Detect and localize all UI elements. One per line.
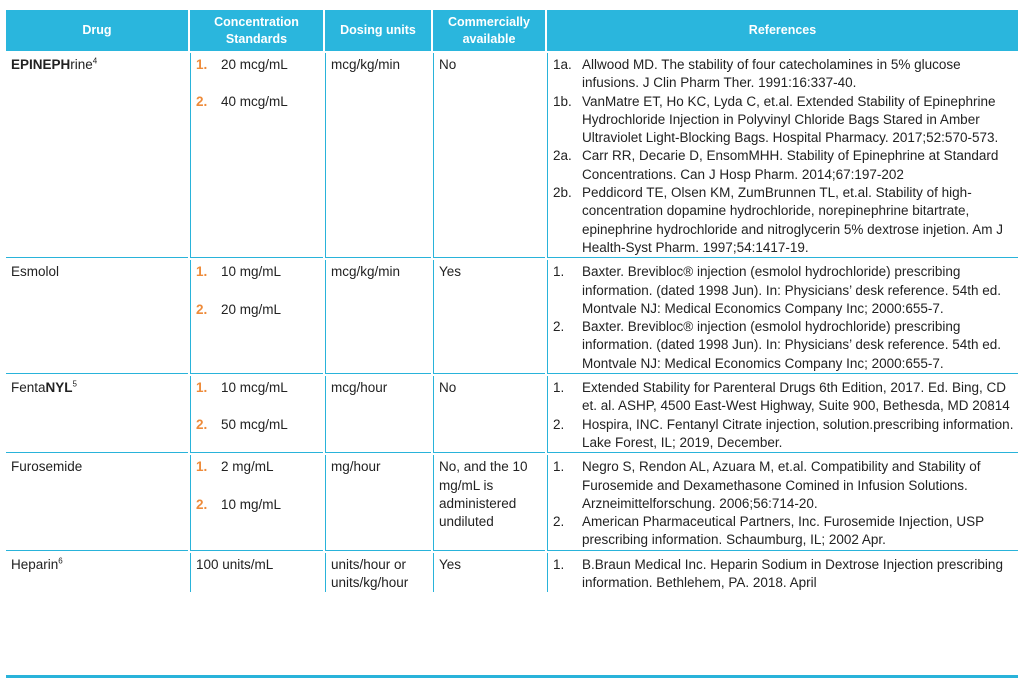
header-concentration: Concentration Standards [190,10,323,51]
concentration-cell [190,455,323,550]
concentration-number: 1. [196,264,208,280]
concentration-item [196,458,319,476]
reference-id: 1. [553,264,565,280]
concentration-item [196,301,319,319]
concentration-cell [190,260,323,374]
reference-text: Allwood MD. The stability of four catecholamines in 5% glucose infusions. J Clin Pharm Ther. 1991:16:337-40. [582,57,961,91]
references-cell [547,455,1018,550]
reference-text: American Pharmaceutical Partners, Inc. Furosemide Injection, USP prescribing information. Schaumburg, IL; 2002 Apr. [582,514,984,548]
drug-cell [6,376,188,453]
table-row [6,376,1018,453]
reference-text: Extended Stability for Parenteral Drugs 6th Edition, 2017. Ed. Bing, CD et. al. ASHP, 4500 East-West Highway, Suite 900, Bethesda, MD 20814 [582,380,1010,414]
reference-text: Peddicord TE, Olsen KM, ZumBrunnen TL, et.al. Stability of high-concentration dopamine hydrochloride, norepinephrine bitartrate, epinephrine hydrochloride and nitroglycerin 5% dextrose injetion. Am J Health-Syst Pharm. 1997;54:1417-19. [582,185,1003,255]
drug-name-part: Esmolol [11,264,60,280]
drug-name-part: Furosemide [11,459,83,475]
footnote-marker: 4 [92,56,98,66]
reference-item [553,379,1014,416]
drug-cell [6,53,188,258]
reference-id: 1b. [553,93,572,109]
concentration-item [196,416,319,434]
drug-table [4,8,1020,594]
dosing-units-cell: units/hour or units/kg/hour [325,553,431,593]
concentration-cell [190,553,323,593]
commercially-available-cell: Yes [433,553,545,593]
dosing-units-cell: mcg/kg/min [325,53,431,258]
commercially-available-cell: Yes [433,260,545,374]
reference-text: B.Braun Medical Inc. Heparin Sodium in Dextrose Injection prescribing information. Bethlehem, PA. 2018. April [582,556,1003,591]
reference-id: 2. [553,514,565,530]
commercially-available-cell: No [433,53,545,258]
reference-item [553,318,1014,373]
reference-item [553,513,1014,550]
concentration-value: 10 mg/mL [221,496,282,512]
reference-id: 2b. [553,185,572,201]
reference-text: VanMatre ET, Ho KC, Lyda C, et.al. Extended Stability of Epinephrine Hydrochloride Injection in Polyvinyl Chloride Bags Stared in Amber Ultraviolet Light-Blocking Bags. Hospital Pharmacy. 2017;52:570-573. [582,93,999,146]
drug-name-tallman: NYL [45,380,73,396]
reference-id: 2a. [553,148,572,164]
concentration-number: 2. [196,94,208,110]
reference-item [553,184,1014,257]
drug-cell [6,455,188,550]
dosing-units-cell: mcg/hour [325,376,431,453]
drug-name-tallman: EPINEPH [11,57,71,72]
reference-text: Carr RR, Decarie D, EnsomMHH. Stability of Epinephrine at Standard Concentrations. Can J Hosp Pharm. 2014;67:197-202 [582,148,999,182]
references-cell [547,260,1018,374]
concentration-cell [190,376,323,453]
table-row [6,53,1018,258]
concentration-item [196,56,319,74]
concentration-number: 2. [196,417,208,433]
reference-item [553,556,1014,593]
concentration-value: 100 units/mL [196,556,274,572]
references-cell [547,553,1018,593]
concentration-item [196,496,319,514]
table-body [6,53,1018,592]
drug-name-part: Fenta [11,380,46,396]
reference-item [553,458,1014,513]
header-row [6,10,1018,51]
table-row [6,455,1018,550]
concentration-value: 2 mg/mL [221,459,274,475]
drug-cell [6,553,188,593]
concentration-item [196,379,319,397]
concentration-number: 2. [196,496,208,512]
reference-id: 1. [553,459,565,475]
concentration-item [196,263,319,281]
drug-name-part: rine [70,57,93,72]
reference-item [553,56,1014,93]
reference-text: Negro S, Rendon AL, Azuara M, et.al. Compatibility and Stability of Furosemide and Dexamethasone Comined in Infusion Solutions. Arzneimittelforschung. 2006;56:714-20. [582,459,981,511]
concentration-number: 1. [196,459,208,475]
concentration-number: 1. [196,57,208,72]
reference-id: 2. [553,319,565,335]
table-row [6,553,1018,593]
drug-cell [6,260,188,374]
concentration-item [196,93,319,111]
concentration-value: 20 mg/mL [221,301,282,317]
commercially-available-cell: No, and the 10 mg/mL is administered undiluted [433,455,545,550]
references-cell [547,376,1018,453]
commercially-available-cell: No [433,376,545,453]
concentration-number: 1. [196,380,208,396]
reference-id: 1a. [553,57,572,72]
footnote-marker: 6 [58,556,63,566]
reference-item [553,147,1014,184]
reference-text: Baxter. Brevibloc® injection (esmolol hydrochloride) prescribing information. (dated 1998 Jun). In: Physicians’ desk reference. 54th ed. Montvale NJ: Medical Economics Company Inc; 2000:655-7. [582,264,1001,316]
reference-item [553,93,1014,148]
concentration-item [196,556,319,574]
reference-id: 1. [553,556,565,572]
concentration-number: 2. [196,301,208,317]
reference-text: Hospira, INC. Fentanyl Citrate injection, solution.prescribing information. Lake Forest, IL; 2019, December. [582,416,1014,450]
table-row [6,260,1018,374]
concentration-value: 10 mg/mL [221,264,282,280]
reference-item [553,416,1014,453]
footnote-marker: 5 [72,379,77,389]
concentration-value: 40 mcg/mL [221,94,288,110]
concentration-cell [190,53,323,258]
concentration-value: 20 mcg/mL [221,57,288,72]
dosing-units-cell: mcg/kg/min [325,260,431,374]
reference-item [553,263,1014,318]
reference-text: Baxter. Brevibloc® injection (esmolol hydrochloride) prescribing information. (dated 1998 Jun). In: Physicians’ desk reference. 54th ed. Montvale NJ: Medical Economics Company Inc; 2000:655-7. [582,319,1001,371]
header-dosing-units: Dosing units [325,10,431,51]
references-cell [547,53,1018,258]
header-commercially-available: Commercially available [433,10,545,51]
concentration-value: 50 mcg/mL [221,417,288,433]
header-drug: Drug [6,10,188,51]
reference-id: 2. [553,416,565,432]
bottom-rule [6,675,1018,678]
header-references: References [547,10,1018,51]
reference-id: 1. [553,380,565,396]
drug-name-part: Heparin [11,556,59,572]
concentration-value: 10 mcg/mL [221,380,288,396]
dosing-units-cell: mg/hour [325,455,431,550]
